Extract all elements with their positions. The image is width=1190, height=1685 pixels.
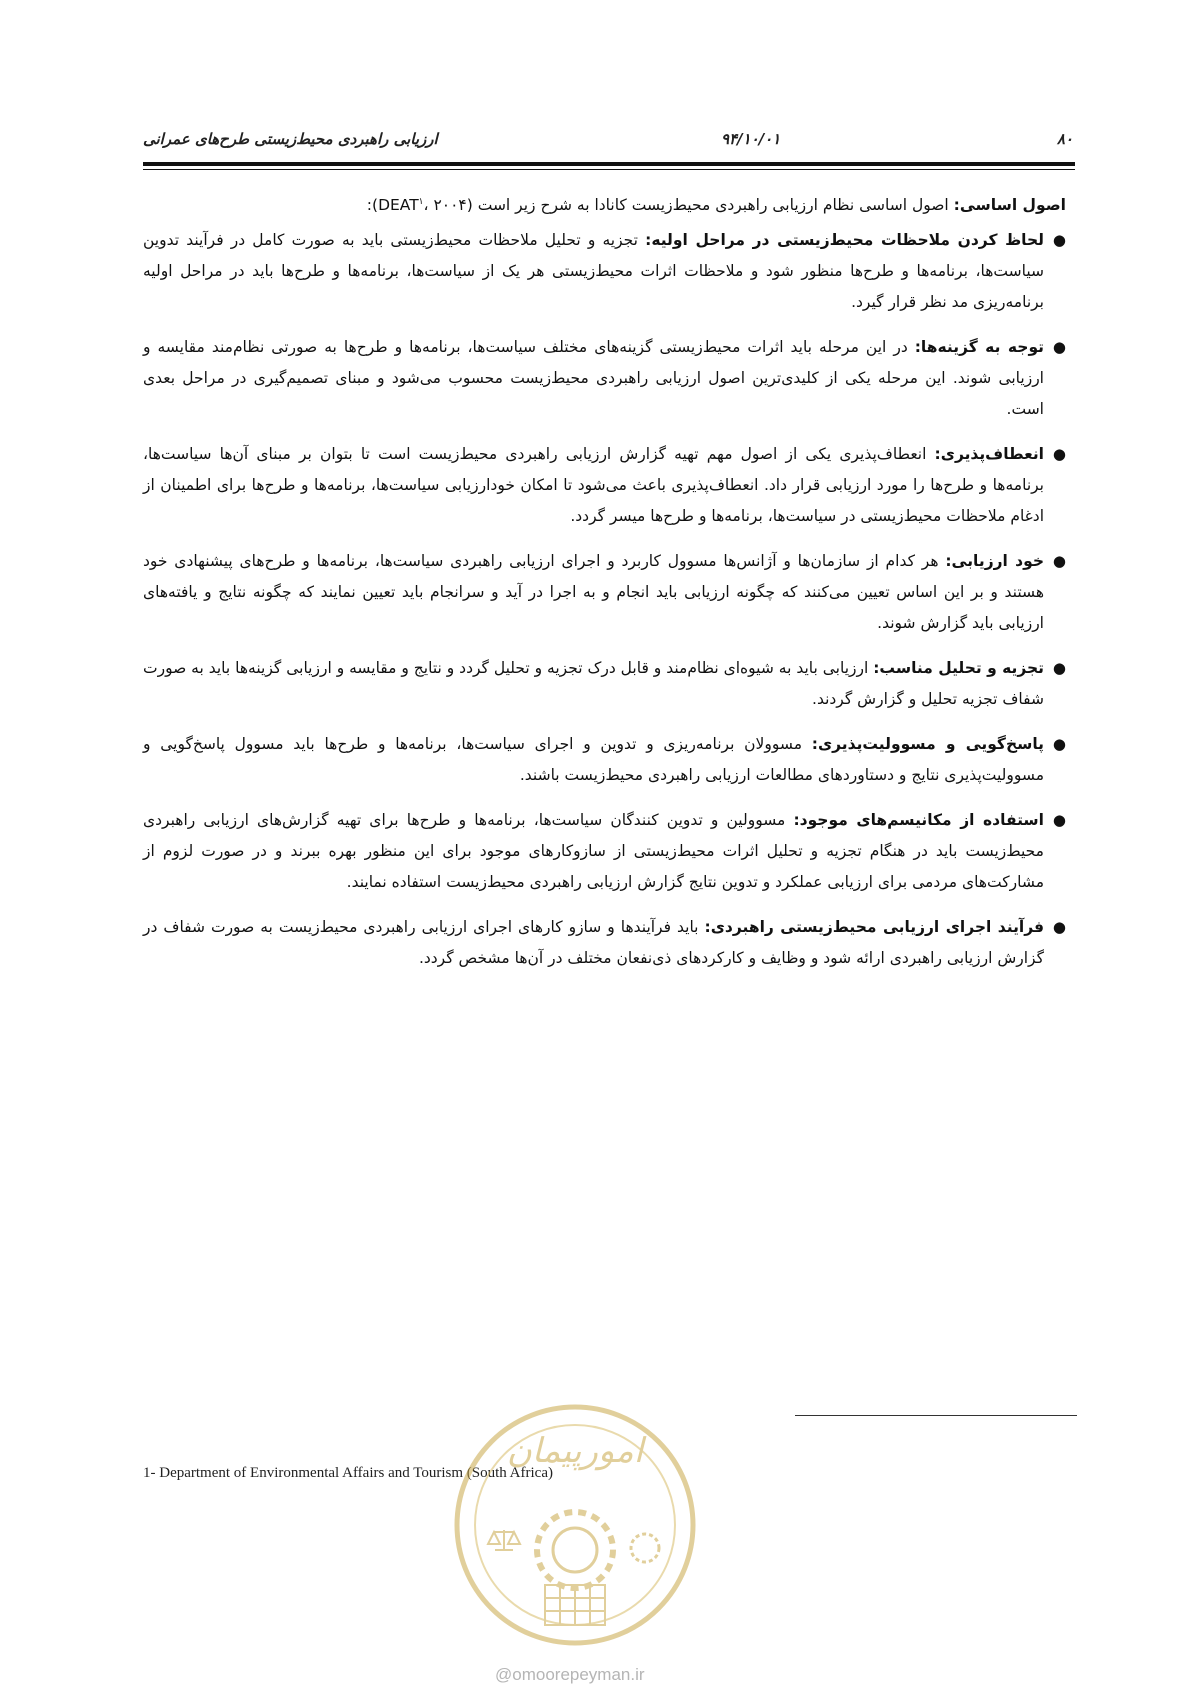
intro-text-before: اصول اساسی نظام ارزیابی راهبردی محیط‌زیست کانادا به شرح زیر است (DEAT xyxy=(378,196,954,215)
intro-text-after: ، ۲۰۰۴): xyxy=(366,196,467,215)
principle-text: مسوولین و تدوین کنندگان سیاست‌ها، برنامه‌ها و طرح‌ها برای تهیه گزارش‌های ارزیابی راهبردی محیط‌زیست باید در هنگام تجزیه و تحلیل اثرات محیط‌زیستی از سازوکارهای موجود برای این منظور بهره ببرند و در صورت لزوم از مشارکت‌های مردمی برای ارزیابی عملکرد و تدوین نتایج گزارش ارزیابی راهبردی محیط‌زیست استفاده نمایند. xyxy=(143,811,1044,892)
principle-text: در این مرحله باید اثرات محیط‌زیستی گزینه‌های مختلف سیاست‌ها، برنامه‌ها و طرح‌ها به صورتی نظام‌مند مقایسه و ارزیابی شوند. این مرحله یکی از کلیدی‌ترین اصول ارزیابی راهبردی محیط‌زیست محسوب می‌شود و مبنای تصمیم‌گیری در مراحل بعدی است. xyxy=(143,338,1044,419)
bullet-icon: ● xyxy=(1052,445,1066,464)
intro-label: اصول اساسی: xyxy=(953,196,1066,215)
principle-title: انعطاف‌پذیری: xyxy=(934,445,1044,464)
list-item xyxy=(143,546,1066,639)
principle-text: ارزیابی باید به شیوه‌ای نظام‌مند و قابل درک تجزیه و تحلیل گردد و نتایج و مقایسه و ارزیابی گزینه‌ها باید به صورت شفاف تجزیه تحلیل و گزارش گردند. xyxy=(143,659,1044,709)
principle-title: تجزیه و تحلیل مناسب: xyxy=(873,659,1045,678)
bullet-icon: ● xyxy=(1052,735,1066,754)
footnote-reference: ۱ xyxy=(418,197,424,207)
bullet-icon: ● xyxy=(1052,918,1066,937)
running-header xyxy=(143,130,1073,154)
principle-title: لحاظ کردن ملاحظات محیط‌زیستی در مراحل اولیه: xyxy=(645,231,1044,250)
seal-text: امورپیمان xyxy=(506,1431,644,1471)
principle-text: تجزیه و تحلیل ملاحظات محیط‌زیستی باید به صورت کامل در فرآیند تدوین سیاست‌ها، برنامه‌ها و طرح‌ها منظور شود و ملاحظات اثرات محیط‌زیستی هر یک از سیاست‌ها، برنامه‌ها و طرح‌ها باید در مراحل اولیه برنامه‌ریزی مد نظر قرار گیرد. xyxy=(143,231,1044,312)
principle-title: توجه به گزینه‌ها: xyxy=(914,338,1044,357)
list-item xyxy=(143,439,1066,532)
principle-title: استفاده از مکانیسم‌های موجود: xyxy=(793,811,1044,830)
main-content xyxy=(143,187,1066,988)
principles-list xyxy=(143,225,1066,974)
principle-title: خود ارزیابی: xyxy=(945,552,1044,571)
list-item xyxy=(143,332,1066,425)
header-date: ۹۴/۱۰/۰۱ xyxy=(721,130,781,148)
intro-paragraph xyxy=(143,187,1066,221)
list-item xyxy=(143,805,1066,898)
header-rule-thick xyxy=(143,162,1075,166)
header-rule-thin xyxy=(143,169,1075,170)
principle-text: انعطاف‌پذیری یکی از اصول مهم تهیه گزارش ارزیابی راهبردی محیط‌زیست است تا بتوان بر مبنای آن‌ها سیاست‌ها، برنامه‌ها و طرح‌ها را مورد ارزیابی قرار داد. انعطاف‌پذیری باعث می‌شود تا امکان خودارزیابی سیاست‌ها، برنامه‌ها و طرح‌ها برای اطمینان از ادغام ملاحظات محیط‌زیستی در سیاست‌ها، برنامه‌ها و طرح‌ها میسر گردد. xyxy=(143,445,1044,526)
principle-title: پاسخ‌گویی و مسوولیت‌پذیری: xyxy=(811,735,1044,754)
bullet-icon: ● xyxy=(1052,552,1066,571)
principle-title: فرآیند اجرای ارزیابی محیط‌زیستی راهبردی: xyxy=(704,918,1045,937)
list-item xyxy=(143,653,1066,715)
bullet-icon: ● xyxy=(1052,231,1066,250)
footnote: 1- Department of Environmental Affairs and Tourism (South Africa) xyxy=(143,1465,553,1481)
page-number: ۸۰ xyxy=(1056,130,1073,148)
footnote-separator xyxy=(795,1415,1077,1416)
running-title: ارزیابی راهبردی محیط‌زیستی طرح‌های عمرانی xyxy=(143,130,438,148)
bullet-icon: ● xyxy=(1052,338,1066,357)
bullet-icon: ● xyxy=(1052,811,1066,830)
principle-text: هر کدام از سازمان‌ها و آژانس‌ها مسوول کاربرد و اجرای ارزیابی راهبردی سیاست‌ها، برنامه‌ها و طرح‌های پیشنهادی خود هستند و بر این اساس تعیین می‌کنند که چگونه ارزیابی باید انجام و به اجرا در آید و سرانجام باید تعیین نمایند که چگونه نتایج و یافته‌های ارزیابی باید گزارش شوند. xyxy=(143,552,1044,633)
list-item xyxy=(143,729,1066,791)
watermark-seal-icon xyxy=(450,1400,700,1650)
watermark-url: @omoorepeyman.ir xyxy=(495,1665,645,1684)
list-item xyxy=(143,912,1066,974)
list-item xyxy=(143,225,1066,318)
principle-text: مسوولان برنامه‌ریزی و تدوین و اجرای سیاست‌ها، برنامه‌ها و طرح‌ها باید مسوول پاسخ‌گویی و مسوولیت‌پذیری نتایج و دستاوردهای مطالعات ارزیابی راهبردی محیط‌زیست باشند. xyxy=(143,735,1044,785)
bullet-icon: ● xyxy=(1052,659,1066,678)
principle-text: باید فرآیندها و سازو کارهای اجرای ارزیابی راهبردی محیط‌زیست به صورت شفاف در گزارش ارزیابی راهبردی ارائه شود و وظایف و کارکردهای ذی‌نفعان مختلف در آن‌ها مشخص گردد. xyxy=(143,918,1044,968)
